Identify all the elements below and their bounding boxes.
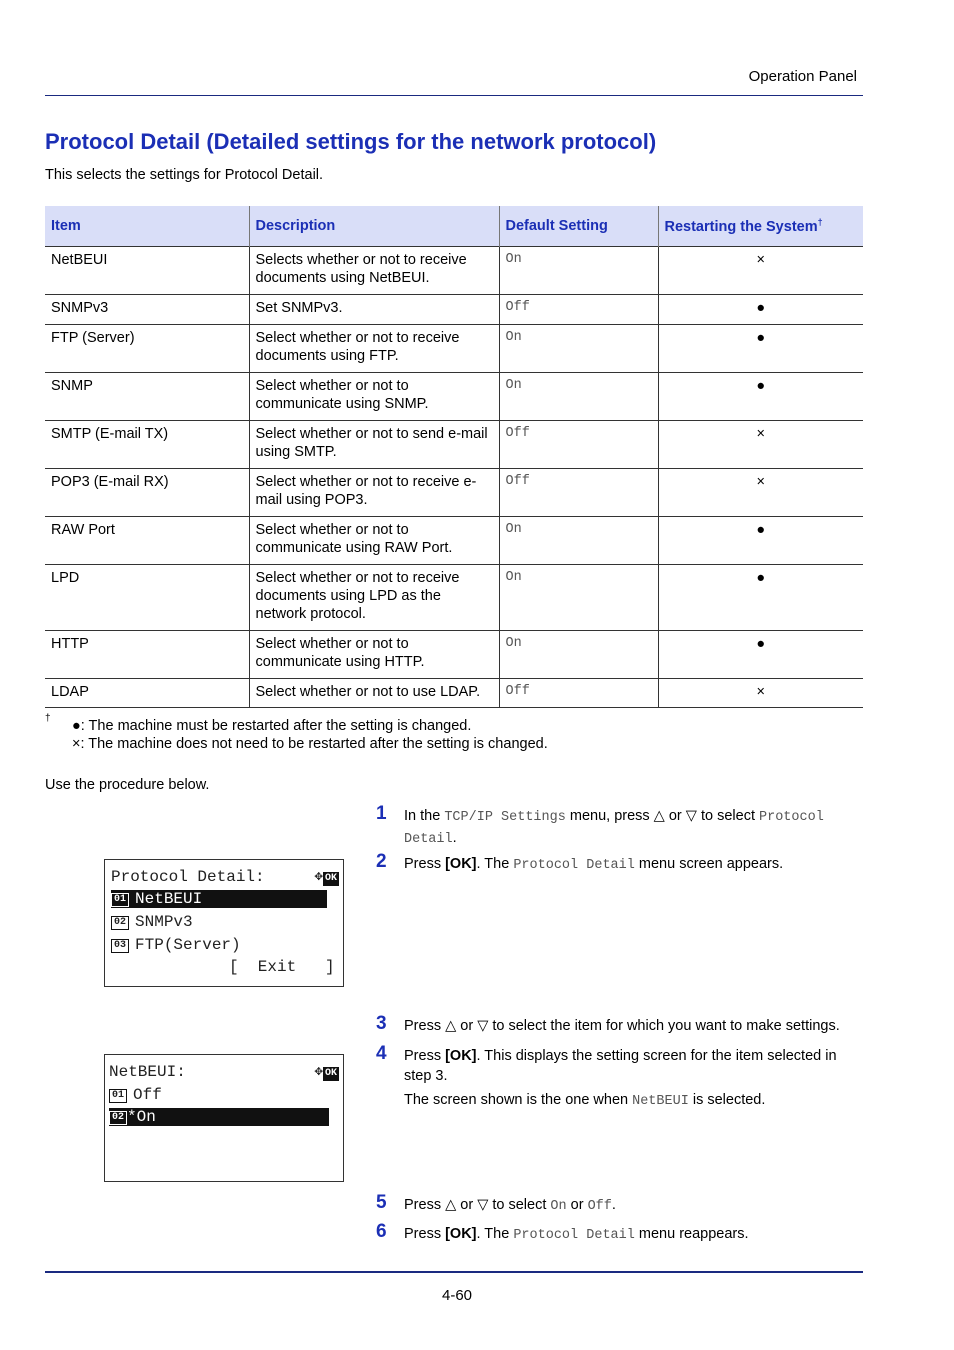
step-4-note	[404, 1090, 864, 1112]
cell-default: On	[499, 325, 658, 373]
cell-description: Select whether or not to receive documents using FTP.	[249, 325, 499, 373]
menu-name: Protocol Detail	[404, 810, 824, 847]
cell-description: Select whether or not to receive e-mail using POP3.	[249, 469, 499, 517]
step-5-text	[404, 1195, 864, 1217]
step-text-part: Press △ or ▽ to select	[404, 1197, 551, 1213]
procedure-intro: Use the procedure below.	[45, 777, 210, 793]
step-text-part: menu reappears.	[634, 1226, 749, 1242]
menu-name: NetBEUI	[632, 1094, 689, 1109]
lcd-title: Protocol Detail:	[111, 868, 265, 886]
item-number-icon: 01	[111, 893, 129, 907]
lcd-item	[109, 1086, 162, 1104]
menu-name: TCP/IP Settings	[444, 810, 566, 825]
running-header: Operation Panel	[748, 68, 857, 85]
cell-default: On	[499, 631, 658, 679]
cell-restart: ●	[658, 373, 863, 421]
lcd-title: NetBEUI:	[109, 1063, 186, 1081]
cell-description: Select whether or not to receive documents using LPD as the network protocol.	[249, 565, 499, 631]
ok-icon: OK	[324, 873, 337, 884]
step-text-part: . This displays the setting screen for the item selected in step 3.	[404, 1048, 837, 1084]
table-row	[45, 679, 863, 708]
table-row	[45, 631, 863, 679]
col-header-restart	[658, 206, 863, 247]
cell-item: FTP (Server)	[45, 325, 249, 373]
four-way-arrow-icon: ✥	[314, 869, 323, 885]
footnote-restart-not-required: ×: The machine does not need to be restarted after the setting is changed.	[72, 736, 548, 752]
lcd-item-label: *On	[127, 1108, 156, 1126]
step-text-part: . The	[476, 1226, 514, 1242]
lcd-title-line	[111, 868, 265, 886]
table-row	[45, 325, 863, 373]
step-text-part: is selected.	[688, 1092, 766, 1108]
lcd-softkey-exit: [ Exit ]	[229, 958, 335, 976]
lcd-item-label: SNMPv3	[135, 913, 193, 931]
lcd-item-selected	[109, 1108, 329, 1126]
table-row	[45, 469, 863, 517]
cell-default: Off	[499, 295, 658, 325]
item-number-icon: 02	[111, 916, 129, 930]
cell-item: NetBEUI	[45, 247, 249, 295]
four-way-arrow-icon: ✥	[314, 1064, 323, 1080]
table-header-row	[45, 206, 863, 247]
col-header-item: Item	[45, 206, 249, 247]
lcd-item-label: Off	[133, 1086, 162, 1104]
cell-default: On	[499, 517, 658, 565]
step-3-text: Press △ or ▽ to select the item for which you want to make settings.	[404, 1018, 840, 1034]
step-text-part: Press	[404, 1048, 446, 1064]
cell-restart: ×	[658, 247, 863, 295]
lcd-nav-icons	[315, 868, 339, 886]
item-number-icon: 03	[111, 939, 129, 953]
ok-key-label: [OK]	[445, 1226, 477, 1242]
cell-restart: ×	[658, 421, 863, 469]
step-number: 5	[376, 1192, 387, 1213]
step-text-part: menu screen appears.	[634, 856, 784, 872]
cell-restart: ●	[658, 517, 863, 565]
cell-restart: ×	[658, 679, 863, 708]
intro-text: This selects the settings for Protocol Detail.	[45, 167, 324, 183]
cell-description: Select whether or not to communicate using SNMP.	[249, 373, 499, 421]
step-text-part: menu, press △ or ▽ to select	[565, 808, 759, 824]
step-number: 3	[376, 1013, 387, 1034]
lcd-protocol-detail-screen	[104, 859, 344, 987]
item-number-icon: 01	[109, 1089, 127, 1103]
step-1-text	[404, 806, 864, 850]
cell-default: On	[499, 565, 658, 631]
step-number: 2	[376, 851, 387, 872]
cell-restart: ●	[658, 325, 863, 373]
table-row	[45, 421, 863, 469]
table-row	[45, 247, 863, 295]
option-name: Off	[587, 1199, 612, 1214]
step-text-part: or	[566, 1197, 588, 1213]
cell-default: On	[499, 373, 658, 421]
step-text-part: .	[611, 1197, 616, 1213]
table-row	[45, 565, 863, 631]
lcd-title-line	[109, 1063, 186, 1081]
cell-item: RAW Port	[45, 517, 249, 565]
cell-restart: ×	[658, 469, 863, 517]
lcd-item	[111, 913, 193, 931]
cell-description: Selects whether or not to receive documents using NetBEUI.	[249, 247, 499, 295]
cell-description: Set SNMPv3.	[249, 295, 499, 325]
cell-item: LPD	[45, 565, 249, 631]
table-row	[45, 373, 863, 421]
footnote-mark: †	[45, 713, 51, 724]
cell-default: Off	[499, 469, 658, 517]
cell-item: HTTP	[45, 631, 249, 679]
dagger-mark: †	[817, 217, 823, 228]
cell-restart: ●	[658, 565, 863, 631]
cell-description: Select whether or not to send e-mail using SMTP.	[249, 421, 499, 469]
page-title: Protocol Detail (Detailed settings for the network protocol)	[45, 129, 657, 154]
item-number-icon: 02	[109, 1111, 127, 1125]
cell-restart: ●	[658, 295, 863, 325]
cell-default: Off	[499, 421, 658, 469]
menu-name: Protocol Detail	[513, 858, 635, 873]
header-rule	[45, 95, 863, 96]
lcd-item-label: FTP(Server)	[135, 936, 241, 954]
table-row	[45, 517, 863, 565]
cell-item: LDAP	[45, 679, 249, 708]
step-text-part: .	[452, 830, 457, 846]
cell-item: SMTP (E-mail TX)	[45, 421, 249, 469]
lcd-item-label: NetBEUI	[135, 890, 203, 908]
cell-default: Off	[499, 679, 658, 708]
step-4-text	[404, 1046, 864, 1086]
protocol-table	[45, 206, 863, 708]
ok-key-label: [OK]	[445, 856, 477, 872]
step-text-part: The screen shown is the one when	[404, 1092, 633, 1108]
step-text-part: In the	[404, 808, 445, 824]
table-row	[45, 295, 863, 325]
step-2-text	[404, 854, 864, 876]
ok-key-label: [OK]	[445, 1048, 477, 1064]
lcd-item	[111, 936, 241, 954]
menu-name: Protocol Detail	[513, 1228, 635, 1243]
col-header-restart-label: Restarting the System	[664, 218, 818, 235]
cell-restart: ●	[658, 631, 863, 679]
step-text-part: . The	[476, 856, 514, 872]
footer-rule	[45, 1271, 863, 1273]
cell-description: Select whether or not to communicate using HTTP.	[249, 631, 499, 679]
footnote-restart-required: ●: The machine must be restarted after the setting is changed.	[72, 718, 472, 734]
step-number: 6	[376, 1221, 387, 1242]
step-number: 4	[376, 1043, 387, 1064]
step-text-part: Press	[404, 856, 446, 872]
cell-description: Select whether or not to communicate using RAW Port.	[249, 517, 499, 565]
cell-item: SNMPv3	[45, 295, 249, 325]
col-header-default: Default Setting	[499, 206, 658, 247]
lcd-nav-icons	[315, 1063, 339, 1081]
option-name: On	[550, 1199, 567, 1214]
step-6-text	[404, 1224, 864, 1246]
step-text-part: Press	[404, 1226, 446, 1242]
lcd-netbeui-screen	[104, 1054, 344, 1182]
cell-default: On	[499, 247, 658, 295]
cell-item: POP3 (E-mail RX)	[45, 469, 249, 517]
step-number: 1	[376, 803, 387, 824]
cell-item: SNMP	[45, 373, 249, 421]
cell-description: Select whether or not to use LDAP.	[249, 679, 499, 708]
page-number: 4-60	[442, 1287, 473, 1304]
col-header-description: Description	[249, 206, 499, 247]
lcd-item-selected	[111, 890, 327, 908]
ok-icon: OK	[324, 1068, 337, 1079]
